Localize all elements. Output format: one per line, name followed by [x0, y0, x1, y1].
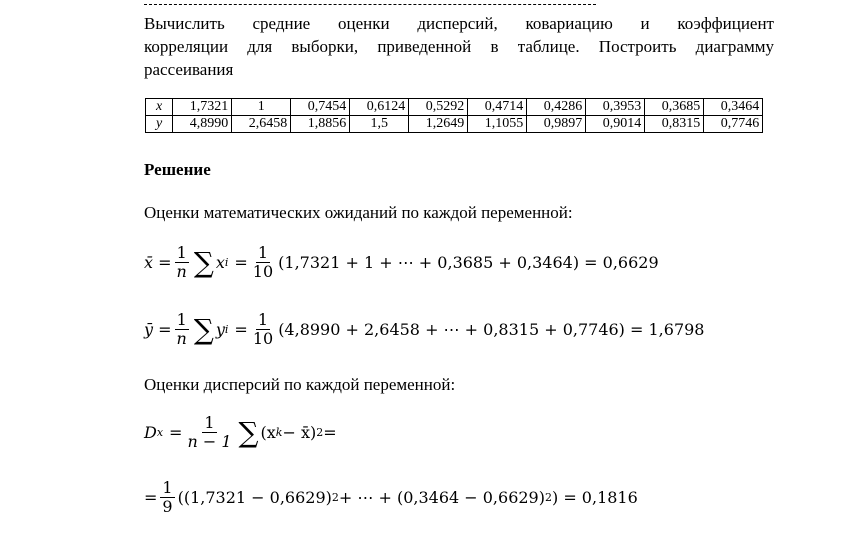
mean-x-formula — [144, 244, 659, 281]
fraction-numerator: 1 — [176, 310, 187, 329]
sum-term: x — [215, 253, 225, 272]
mean-intro-text: Оценки математических ожиданий по каждой переменной: — [144, 203, 573, 222]
expr-open: (x — [260, 423, 276, 442]
fraction — [251, 244, 275, 281]
table-cell: 0,3464 — [704, 99, 763, 116]
fraction-denominator: n — [176, 329, 187, 348]
fraction — [175, 244, 189, 281]
task-line-1: Вычислить средние оценки дисперсий, ковариацию и коэффициент — [144, 14, 774, 33]
table-cell: 0,4286 — [527, 99, 586, 116]
sum-term-index: i — [224, 323, 229, 336]
table-cell: 0,9014 — [586, 116, 645, 133]
fraction-denominator: 9 — [162, 497, 173, 516]
table-cell: 4,8990 — [173, 116, 232, 133]
task-line-3: рассеивания — [144, 60, 234, 79]
fraction — [251, 311, 275, 348]
equals-sign: = — [234, 320, 248, 339]
fraction-numerator: 1 — [257, 243, 269, 262]
formula-lhs: x̄ = — [144, 253, 172, 272]
fraction-numerator: 1 — [162, 478, 173, 497]
mean-y-expression: (4,8990 + 2,6458 + ⋯ + 0,8315 + 0,7746) = 1,6798 — [278, 320, 705, 339]
fraction — [185, 414, 233, 451]
formula-lhs-index: x — [156, 426, 164, 439]
sample-table — [145, 98, 763, 133]
expr-index: k — [275, 426, 283, 439]
mean-x-expression: (1,7321 + 1 + ⋯ + 0,3685 + 0,3464) = 0,6629 — [278, 253, 659, 272]
table-cell: 0,4714 — [468, 99, 527, 116]
fraction-numerator: 1 — [204, 413, 215, 432]
table-cell: 1,1055 — [468, 116, 527, 133]
sum-term: y — [215, 320, 225, 339]
mean-y-formula — [144, 311, 704, 348]
table-cell: 0,7746 — [704, 116, 763, 133]
table-cell: 0,9897 — [527, 116, 586, 133]
variance-x-result — [144, 479, 638, 516]
fraction — [160, 479, 174, 516]
expr-power: 2 — [544, 491, 552, 504]
table-row-y — [146, 116, 763, 133]
table-cell: 1,5 — [350, 116, 409, 133]
expr-power: 2 — [331, 491, 339, 504]
solution-heading: Решение — [144, 160, 211, 179]
variance-intro-text: Оценки дисперсий по каждой переменной: — [144, 375, 456, 394]
expr-end: = — [323, 423, 337, 442]
fraction — [175, 311, 189, 348]
task-line-2: корреляции для выборки, приведенной в таблице. Построить диаграмму — [144, 37, 774, 56]
fraction-denominator: 10 — [252, 262, 274, 281]
table-cell: 1,2649 — [409, 116, 468, 133]
fraction-denominator: n — [176, 262, 187, 281]
table-cell: 0,5292 — [409, 99, 468, 116]
variance-expr-3: ) = 0,1816 — [551, 488, 638, 507]
fraction-denominator: n − 1 — [187, 432, 232, 451]
equals-sign: = — [144, 488, 158, 507]
table-cell: 1,8856 — [291, 116, 350, 133]
variance-expr-2: + ⋯ + (0,3464 − 0,6629) — [338, 488, 545, 507]
sum-term-index: i — [224, 256, 229, 269]
fraction-numerator: 1 — [257, 310, 269, 329]
equals-sign: = — [169, 423, 183, 442]
table-cell: 1 — [232, 99, 291, 116]
table-row-x — [146, 99, 763, 116]
fraction-numerator: 1 — [176, 243, 187, 262]
table-cell: 0,8315 — [645, 116, 704, 133]
table-cell: 0,3685 — [645, 99, 704, 116]
sum-symbol: ∑ — [193, 245, 214, 279]
table-cell: 2,6458 — [232, 116, 291, 133]
sum-symbol: ∑ — [238, 415, 259, 449]
table-cell: 1,7321 — [173, 99, 232, 116]
variance-x-formula — [144, 414, 337, 451]
fraction-denominator: 10 — [252, 329, 274, 348]
dashed-separator — [144, 0, 596, 5]
expr-power: 2 — [316, 426, 324, 439]
table-cell: x — [146, 99, 173, 116]
sum-symbol: ∑ — [193, 312, 214, 346]
table-cell: y — [146, 116, 173, 133]
equals-sign: = — [234, 253, 248, 272]
task-statement — [144, 12, 774, 81]
expr-mid: − x̄) — [282, 423, 317, 442]
table-cell: 0,7454 — [291, 99, 350, 116]
table-cell: 0,6124 — [350, 99, 409, 116]
variance-expr-1: ((1,7321 − 0,6629) — [177, 488, 332, 507]
table-cell: 0,3953 — [586, 99, 645, 116]
formula-lhs: ȳ = — [144, 320, 172, 339]
formula-lhs: D — [144, 423, 157, 442]
